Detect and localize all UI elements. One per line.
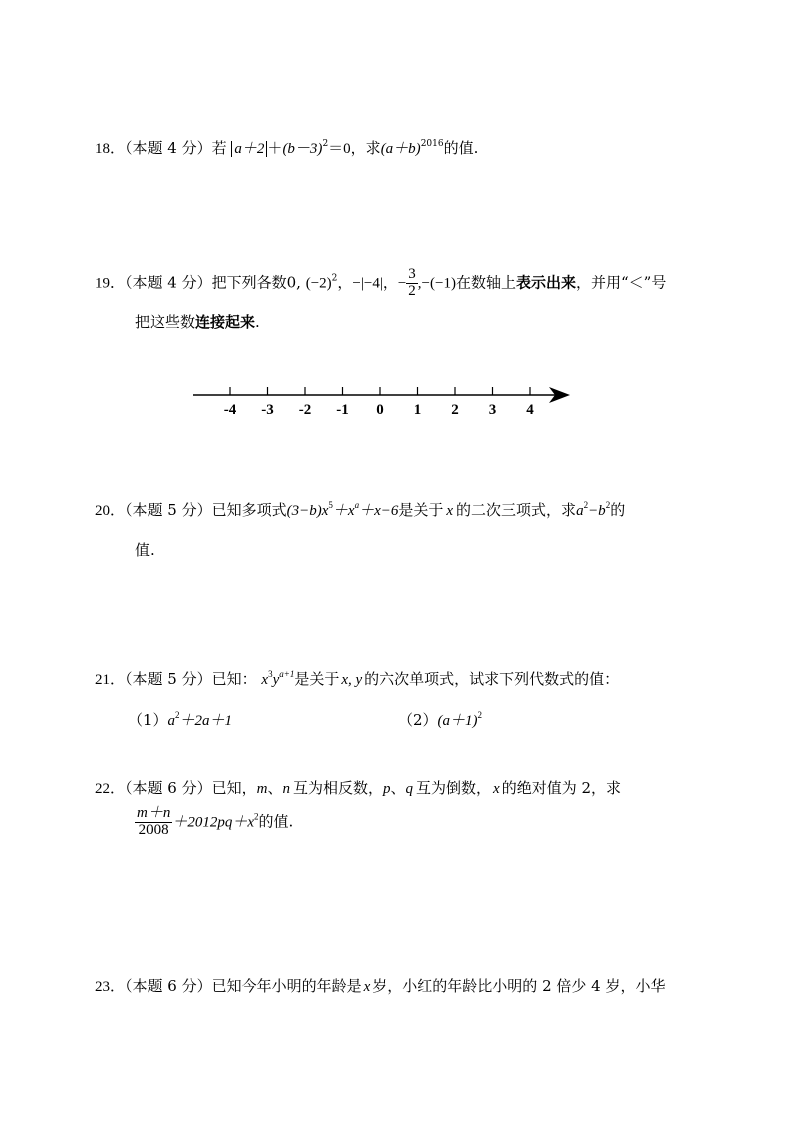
number-3: ,−(−1) [417,275,456,292]
polynomial-tail: ＋x−6 [359,503,399,519]
expression-rest: ＋2012pq＋x [172,814,255,831]
variable-x: x [446,503,454,519]
axis-tick-label: 0 [376,402,384,418]
number-2: ，−|−4|，− [337,275,407,292]
question-text: 把下列各数0, [211,273,301,292]
part-1 [128,709,232,730]
question-tail: 的 [610,501,626,519]
bold-phrase: 表示出来 [515,273,576,292]
sum-expression: (a＋b) [380,141,421,157]
question-text: 已知： [211,670,257,688]
question-text-mid2: 互为倒数， [416,779,492,797]
axis-tick-label: 2 [451,402,459,418]
line-text: 把这些数 [135,313,196,331]
var-m: m [256,781,268,797]
score-note: （本题 4 分） [125,139,212,157]
var-x: x [363,979,371,995]
part-expr-a: a [167,713,176,729]
exponent: 5 [328,500,333,510]
question-number: 23． [95,979,126,995]
axis-tick-label: -2 [298,402,312,418]
part-expr-rest: ＋2a＋1 [179,713,233,729]
question-text-mid: 在数轴上 [455,273,516,292]
line-tail: . [255,313,260,331]
question-19-line2 [135,311,260,332]
var-p: p [383,781,391,797]
question-23 [95,975,665,996]
part-expr: (a＋1) [437,713,478,729]
number-1: (−2) [305,275,332,292]
question-text-rest: 岁，小红的年龄比小明的 2 倍少 4 岁，小华 [372,977,666,995]
question-text: 已知， [211,779,257,797]
exponent-2016: 2016 [420,139,444,149]
separator: 、 [267,779,283,797]
abs-expression: a＋2 [231,141,267,157]
exponent: 2 [254,811,259,822]
score-note: （本题 4 分） [125,273,212,292]
line-text: 值. [135,541,155,559]
question-number: 19． [95,275,126,292]
question-18 [95,137,478,158]
question-19 [95,267,666,300]
question-text-mid: 是关于 [398,501,444,519]
question-20-line2 [135,539,155,560]
question-text-mid2: 的二次三项式，求 [456,501,577,519]
var-q: q [405,781,414,797]
squared-expression: (b－3) [282,141,323,157]
axis-ticks [224,387,535,418]
question-text: 已知今年小明的年龄是 [211,977,362,995]
ask-b: −b [588,503,606,519]
exponent: 3 [268,669,273,679]
fraction-numerator: m＋n [137,805,171,821]
part-label: （2） [398,711,438,729]
question-text-mid: 互为相反数， [292,779,383,797]
question-number: 21． [95,672,126,688]
question-text: 若 [211,139,227,157]
separator: 、 [390,779,406,797]
variables: x, y [341,672,363,688]
question-tail: 的值. [443,139,479,157]
question-text-mid3: 的绝对值为 2，求 [501,779,622,797]
exponent: 2 [175,710,180,720]
question-tail: 的值. [258,812,294,831]
var-n: n [282,781,290,797]
question-text-mid2: 的六次单项式，试求下列代数式的值： [364,670,620,688]
question-21 [95,668,619,689]
question-20 [95,499,625,520]
exponent: 2 [583,500,589,510]
bold-phrase: 连接起来 [195,313,256,331]
exponent-a: a [354,500,360,510]
question-number: 22． [95,781,126,797]
polynomial-term-1: (3−b)x [286,503,329,519]
score-note: （本题 5 分） [125,670,212,688]
score-note: （本题 5 分） [125,501,212,519]
part-2 [398,709,482,730]
exponent: 2 [322,139,329,149]
fraction-denominator: 2008 [138,821,169,838]
score-note: （本题 6 分） [125,977,212,995]
number-line [185,380,585,425]
exponent: 2 [477,710,483,720]
axis-tick-label: 4 [526,402,534,418]
question-number: 20． [95,503,126,519]
equation-tail: ＝0，求 [328,141,381,157]
exponent: 2 [331,273,338,284]
score-note: （本题 6 分） [125,779,212,797]
plus-sign: ＋ [267,141,283,157]
fraction-numerator: 3 [408,266,416,282]
fraction [135,806,172,839]
question-text: 已知多项式 [211,501,287,519]
var-x: x [493,781,500,797]
exponent: 2 [605,500,611,510]
monomial-y: y [272,672,280,688]
monomial-x: x [261,672,269,688]
question-number: 18． [95,141,126,157]
axis-tick-label: 1 [413,402,422,418]
fraction [406,267,418,300]
question-22 [95,777,621,798]
part-label: （1） [128,711,168,729]
question-22-line2 [135,806,293,839]
question-text-mid: 是关于 [294,670,340,688]
fraction-denominator: 2 [408,282,416,299]
axis-tick-label: 3 [488,402,497,418]
ask-a: a [576,503,584,519]
axis-tick-label: -4 [223,402,237,418]
question-text-after: ，并用“＜”号 [575,273,667,292]
polynomial-term-2: ＋x [332,503,355,519]
axis-tick-label: -3 [261,402,274,418]
axis-tick-label: -1 [336,402,349,418]
exponent-a-plus-1: a+1 [279,669,295,679]
